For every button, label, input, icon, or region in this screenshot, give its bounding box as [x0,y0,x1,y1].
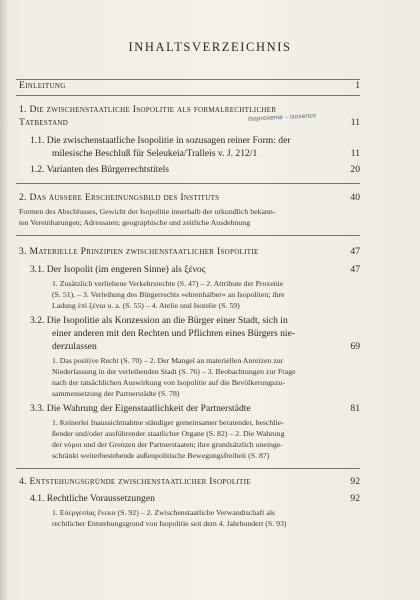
toc-summary-line: Formen des Abschlusses, Gewicht der Isopolitie innerhalb der urkundlich bekann- [19,207,276,216]
toc-page-number: 47 [350,264,360,275]
toc-summary-line: 1. Das positive Recht (S. 70) – 2. Der Mangel an materiellen Anreizen zur [52,356,284,365]
toc-entry-3-3[interactable]: 3.3. Die Wahrung der Eigenstaatlichkeit der Partnerstädte [30,403,251,414]
divider-line [16,183,360,184]
toc-summary-line: nach der tatsächlichen Auswirkung von Isopolitie auf die Bevölkerungszu- [52,378,285,387]
toc-summary-line: (S. 51). – 3. Verleihung des Bürgerrechts »ehrenhalber« an Isopoliten; ihre [52,290,285,299]
toc-entry-chapter-2[interactable]: 2. Das äussere Erscheinungsbild des Instituts [19,192,220,203]
toc-page-number: 40 [350,192,360,203]
toc-entry-3-2[interactable]: 3.2. Die Isopolitie als Konzession an die Bürger einer Stadt, sich in [30,315,288,326]
toc-summary-line: Ladung ἐπὶ ξένια u. a. (S. 55) – 4. Atelie und Isotelie (S. 59) [52,301,240,310]
toc-page-number: 20 [350,164,360,175]
toc-page-number: 81 [350,403,360,414]
toc-summary-line: 1. Εὐεργεσίας ἕνεκα (S. 92) – 2. Zwischenstaatliche Verwandtschaft als [52,508,276,517]
toc-page-number: 1 [355,80,360,91]
toc-entry-1-1-cont: milesische Beschluß für Seleukeia/Tralleis v. J. 212/1 [52,148,258,159]
toc-summary-line: rechtlicher Entstehungsgrund von Isopolitie seit dem 4. Jahrhundert (S. 93) [52,519,287,528]
toc-page-number: 47 [350,246,360,257]
handwritten-annotation: Isoproxenie – isoxenos [247,112,317,123]
toc-entry-chapter-1[interactable]: 1. Die zwischenstaatliche Isopolitie als formalrechtlicher [19,104,277,115]
toc-entry-chapter-1-cont: Tatbestand [19,117,69,128]
divider-line [16,95,360,96]
toc-entry-3-2-cont: einer anderen mit den Rechten und Pflichten eines Bürgers nie- [52,328,296,339]
toc-page-number: 11 [350,117,360,128]
toc-summary-line: der νόμοι und der Grenzen der Partnerstaaten; ihre grundsätzlich uneinge- [52,440,283,449]
toc-entry-3-1[interactable]: 3.1. Der Isopolit (im engeren Sinne) als ξένος [30,264,206,275]
toc-entry-chapter-4[interactable]: 4. Entstehungsgründe zwischenstaatlicher Isopolitie [19,476,251,487]
toc-summary-line: ten Vereinbarungen; Adressaten; geographische und zeitliche Ausdehnung [19,218,251,227]
toc-entry-3-2-cont: derzulassen [52,341,97,352]
toc-page-number: 11 [350,148,360,159]
divider-line [16,235,360,236]
toc-summary-line: 1. Zusätzlich verliehene Verkehrsrechte (S. 47) – 2. Attribute der Proxenie [52,279,284,288]
toc-entry-1-1[interactable]: 1.1. Die zwischenstaatliche Isopolitie in sozusagen reiner Form: der [30,135,291,146]
divider-line [16,468,360,469]
toc-summary-line: ßender und/oder ausführender staatlicher Organe (S. 82) – 2. Die Wahrung [52,429,285,438]
toc-entry-1-2[interactable]: 1.2. Varianten des Bürgerrechtstitels [30,164,169,175]
toc-entry-4-1[interactable]: 4.1. Rechtliche Voraussetzungen [30,493,155,504]
toc-summary-line: 1. Keinerlei Inaussichtnahme ständiger gemeinsamer beratender, beschlie- [52,418,284,427]
toc-page-number: 69 [350,341,360,352]
toc-page-number: 92 [350,493,360,504]
toc-page-number: 92 [350,476,360,487]
toc-entry-chapter-3[interactable]: 3. Materielle Prinzipien zwischenstaatlicher Isopolitie [19,246,259,257]
toc-summary-line: schränkt weiterbestehende außenpolitische Bewegungsfreiheit (S. 87) [52,451,270,460]
page-title: INHALTSVERZEICHNIS [128,40,292,54]
divider-line [16,79,360,80]
toc-entry-einleitung[interactable]: Einleitung [19,80,66,91]
toc-summary-line: Niederlassung in der verleihenden Stadt (S. 76) – 3. Beobachtungen zur Frage [52,367,296,376]
page-gutter-shadow [0,0,8,600]
toc-summary-line: sammensetzung der Partnerstädte (S. 78) [52,389,180,398]
